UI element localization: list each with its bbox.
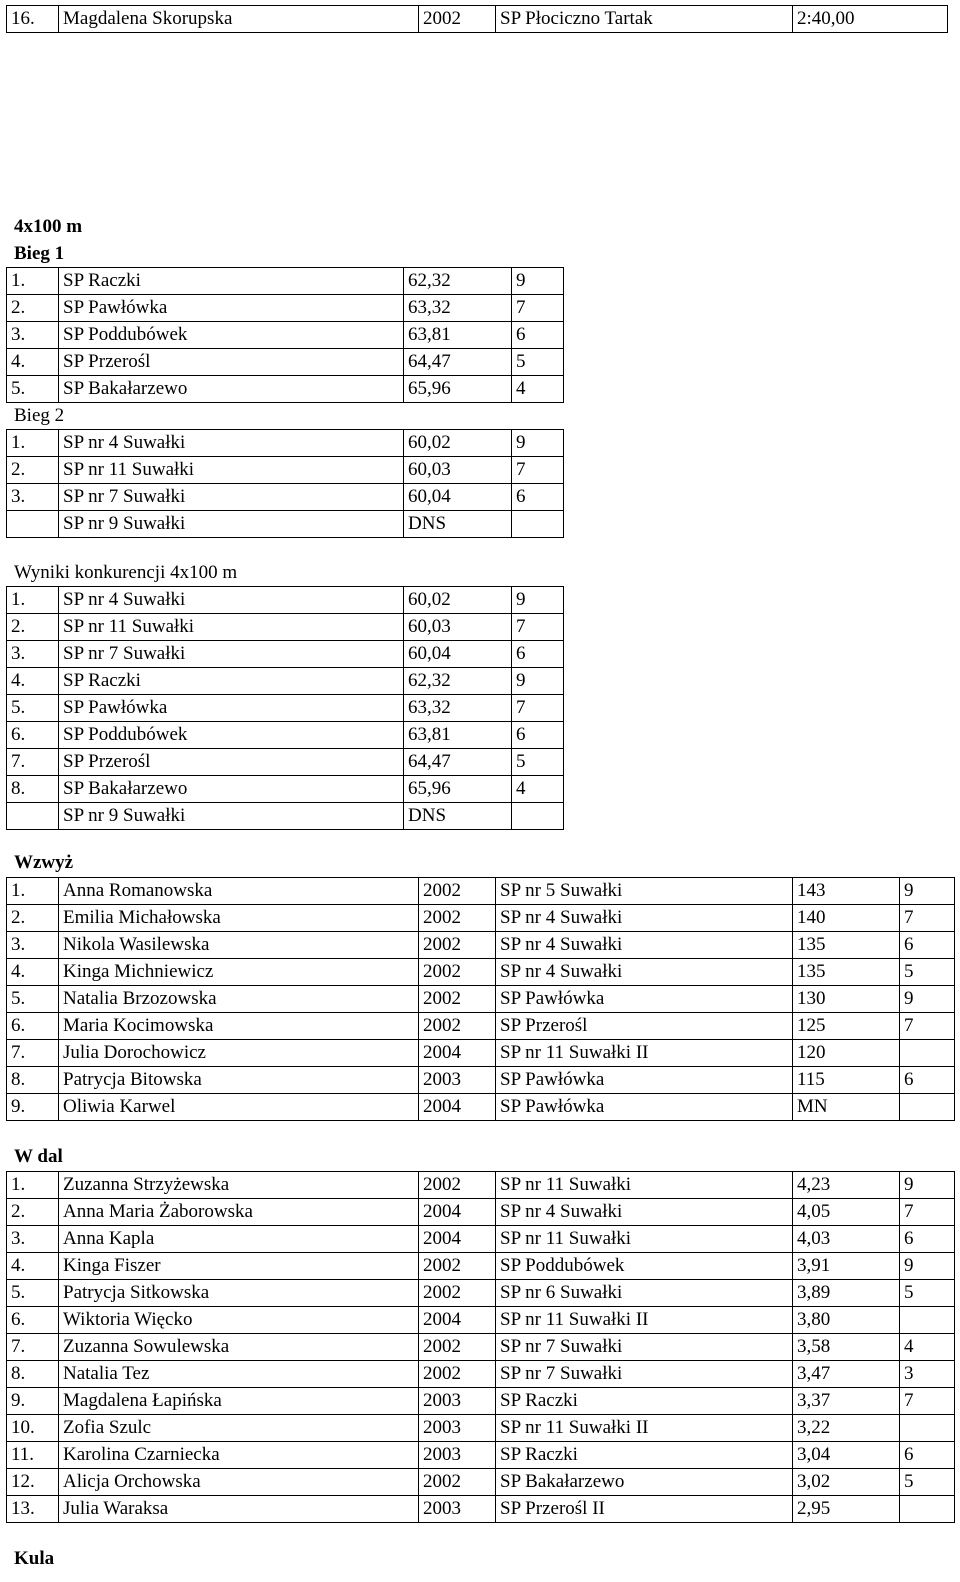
points-cell	[512, 803, 564, 830]
heat-2-label: Bieg 2	[14, 405, 65, 426]
place-cell: 3.	[7, 1226, 59, 1253]
school-cell: SP Raczki	[496, 1442, 793, 1469]
team-cell: SP nr 7 Suwałki	[59, 641, 404, 668]
table-row	[7, 1040, 955, 1067]
table-row	[7, 1334, 955, 1361]
result-cell: 3,37	[793, 1388, 900, 1415]
athlete-name-cell: Anna Romanowska	[59, 878, 419, 905]
result-cell: 2,95	[793, 1496, 900, 1523]
heat-1-label: Bieg 1	[14, 243, 65, 264]
time-cell: DNS	[404, 803, 512, 830]
place-cell: 3.	[7, 484, 59, 511]
result-cell: 3,80	[793, 1307, 900, 1334]
result-cell: 143	[793, 878, 900, 905]
long-jump-table	[6, 1171, 955, 1523]
team-cell: SP Bakałarzewo	[59, 376, 404, 403]
athlete-name-cell: Zofia Szulc	[59, 1415, 419, 1442]
table-row	[7, 349, 564, 376]
table-row	[7, 1253, 955, 1280]
school-cell: SP nr 5 Suwałki	[496, 878, 793, 905]
team-cell: SP Przerośl	[59, 749, 404, 776]
place-cell: 4.	[7, 668, 59, 695]
table-row	[7, 484, 564, 511]
result-cell: 4,03	[793, 1226, 900, 1253]
team-cell: SP nr 4 Suwałki	[59, 430, 404, 457]
points-cell: 7	[900, 905, 955, 932]
birth-year-cell: 2002	[419, 1361, 496, 1388]
points-cell: 7	[900, 1013, 955, 1040]
place-cell: 7.	[7, 1334, 59, 1361]
time-cell: 63,32	[404, 295, 512, 322]
athlete-name-cell: Zuzanna Strzyżewska	[59, 1172, 419, 1199]
athlete-name-cell: Julia Waraksa	[59, 1496, 419, 1523]
team-cell: SP Poddubówek	[59, 322, 404, 349]
birth-year-cell: 2004	[419, 1199, 496, 1226]
points-cell: 4	[900, 1334, 955, 1361]
athlete-name-cell: Magdalena Skorupska	[59, 6, 419, 33]
table-row	[7, 376, 564, 403]
table-row	[7, 905, 955, 932]
athlete-name-cell: Emilia Michałowska	[59, 905, 419, 932]
points-cell: 9	[900, 1172, 955, 1199]
table-row	[7, 1415, 955, 1442]
time-cell: 64,47	[404, 749, 512, 776]
top-results-table	[6, 5, 948, 33]
athlete-name-cell: Natalia Tez	[59, 1361, 419, 1388]
table-row	[7, 668, 564, 695]
athlete-name-cell: Anna Maria Żaborowska	[59, 1199, 419, 1226]
relay-heat-2-table	[6, 429, 564, 538]
points-cell: 7	[900, 1199, 955, 1226]
place-cell: 2.	[7, 457, 59, 484]
team-cell: SP Bakałarzewo	[59, 776, 404, 803]
points-cell: 6	[512, 484, 564, 511]
athlete-name-cell: Zuzanna Sowulewska	[59, 1334, 419, 1361]
place-cell: 8.	[7, 776, 59, 803]
team-cell: SP nr 11 Suwałki	[59, 614, 404, 641]
points-cell	[900, 1496, 955, 1523]
section-title-long-jump: W dal	[14, 1146, 63, 1167]
table-row	[7, 641, 564, 668]
team-cell: SP nr 11 Suwałki	[59, 457, 404, 484]
time-cell: 62,32	[404, 668, 512, 695]
athlete-name-cell: Wiktoria Więcko	[59, 1307, 419, 1334]
birth-year-cell: 2004	[419, 1226, 496, 1253]
team-cell: SP nr 7 Suwałki	[59, 484, 404, 511]
place-cell: 9.	[7, 1388, 59, 1415]
team-cell: SP Pawłówka	[59, 295, 404, 322]
school-cell: SP Pawłówka	[496, 1094, 793, 1121]
table-row	[7, 1496, 955, 1523]
school-cell: SP Poddubówek	[496, 1253, 793, 1280]
school-cell: SP nr 4 Suwałki	[496, 959, 793, 986]
school-cell: SP nr 4 Suwałki	[496, 932, 793, 959]
table-row	[7, 511, 564, 538]
points-cell: 9	[900, 986, 955, 1013]
birth-year-cell: 2002	[419, 878, 496, 905]
place-cell: 1.	[7, 268, 59, 295]
place-cell: 1.	[7, 878, 59, 905]
table-row	[7, 986, 955, 1013]
birth-year-cell: 2003	[419, 1415, 496, 1442]
school-cell: SP nr 4 Suwałki	[496, 1199, 793, 1226]
points-cell	[900, 1040, 955, 1067]
points-cell: 7	[512, 457, 564, 484]
time-cell: 60,04	[404, 641, 512, 668]
points-cell: 7	[512, 295, 564, 322]
table-row	[7, 430, 564, 457]
place-cell: 1.	[7, 587, 59, 614]
table-row	[7, 1094, 955, 1121]
points-cell: 4	[512, 376, 564, 403]
result-cell: 3,04	[793, 1442, 900, 1469]
school-cell: SP Przerośl II	[496, 1496, 793, 1523]
school-cell: SP Bakałarzewo	[496, 1469, 793, 1496]
result-cell: 135	[793, 959, 900, 986]
place-cell: 2.	[7, 905, 59, 932]
time-cell: 60,02	[404, 430, 512, 457]
place-cell: 7.	[7, 1040, 59, 1067]
table-row	[7, 1388, 955, 1415]
place-cell: 3.	[7, 322, 59, 349]
points-cell: 6	[512, 641, 564, 668]
team-cell: SP nr 9 Suwałki	[59, 511, 404, 538]
section-title-relay-results: Wyniki konkurencji 4x100 m	[14, 562, 238, 583]
birth-year-cell: 2004	[419, 1040, 496, 1067]
athlete-name-cell: Anna Kapla	[59, 1226, 419, 1253]
result-cell: 125	[793, 1013, 900, 1040]
athlete-name-cell: Karolina Czarniecka	[59, 1442, 419, 1469]
time-cell: DNS	[404, 511, 512, 538]
place-cell: 5.	[7, 376, 59, 403]
birth-year-cell: 2004	[419, 1094, 496, 1121]
points-cell	[900, 1415, 955, 1442]
points-cell: 9	[512, 668, 564, 695]
place-cell: 2.	[7, 295, 59, 322]
table-row	[7, 457, 564, 484]
place-cell: 3.	[7, 932, 59, 959]
team-cell: SP Poddubówek	[59, 722, 404, 749]
birth-year-cell: 2003	[419, 1442, 496, 1469]
team-cell: SP Raczki	[59, 268, 404, 295]
time-cell: 64,47	[404, 349, 512, 376]
place-cell	[7, 511, 59, 538]
table-row	[7, 1469, 955, 1496]
table-row	[7, 587, 564, 614]
points-cell	[900, 1094, 955, 1121]
result-cell: 115	[793, 1067, 900, 1094]
table-row	[7, 295, 564, 322]
birth-year-cell: 2002	[419, 1280, 496, 1307]
result-cell: 3,91	[793, 1253, 900, 1280]
result-cell: 135	[793, 932, 900, 959]
place-cell: 6.	[7, 722, 59, 749]
school-cell: SP Płociczno Tartak	[496, 6, 793, 33]
athlete-name-cell: Kinga Fiszer	[59, 1253, 419, 1280]
section-title-shot-put: Kula	[14, 1548, 55, 1569]
place-cell: 12.	[7, 1469, 59, 1496]
table-row	[7, 803, 564, 830]
school-cell: SP Raczki	[496, 1388, 793, 1415]
team-cell: SP Przerośl	[59, 349, 404, 376]
team-cell: SP nr 9 Suwałki	[59, 803, 404, 830]
place-cell: 10.	[7, 1415, 59, 1442]
points-cell: 5	[900, 1469, 955, 1496]
points-cell: 9	[900, 1253, 955, 1280]
points-cell: 5	[512, 349, 564, 376]
table-row	[7, 878, 955, 905]
place-cell: 8.	[7, 1067, 59, 1094]
athlete-name-cell: Oliwia Karwel	[59, 1094, 419, 1121]
points-cell: 5	[900, 1280, 955, 1307]
place-cell: 5.	[7, 986, 59, 1013]
place-cell: 11.	[7, 1442, 59, 1469]
time-cell: 65,96	[404, 776, 512, 803]
table-row	[7, 932, 955, 959]
birth-year-cell: 2002	[419, 1253, 496, 1280]
points-cell: 5	[900, 959, 955, 986]
birth-year-cell: 2003	[419, 1067, 496, 1094]
place-cell: 16.	[7, 6, 59, 33]
time-cell: 60,03	[404, 614, 512, 641]
table-row	[7, 695, 564, 722]
athlete-name-cell: Nikola Wasilewska	[59, 932, 419, 959]
place-cell: 5.	[7, 1280, 59, 1307]
birth-year-cell: 2002	[419, 1013, 496, 1040]
school-cell: SP nr 7 Suwałki	[496, 1361, 793, 1388]
school-cell: SP nr 11 Suwałki II	[496, 1040, 793, 1067]
table-row	[7, 1280, 955, 1307]
birth-year-cell: 2002	[419, 1172, 496, 1199]
school-cell: SP nr 11 Suwałki	[496, 1172, 793, 1199]
table-row	[7, 1226, 955, 1253]
section-title-relay: 4x100 m	[14, 216, 83, 237]
team-cell: SP Raczki	[59, 668, 404, 695]
birth-year-cell: 2002	[419, 932, 496, 959]
time-cell: 63,32	[404, 695, 512, 722]
table-row	[7, 1307, 955, 1334]
place-cell: 5.	[7, 695, 59, 722]
table-row	[7, 1013, 955, 1040]
place-cell: 2.	[7, 1199, 59, 1226]
place-cell: 9.	[7, 1094, 59, 1121]
points-cell: 6	[900, 1442, 955, 1469]
athlete-name-cell: Maria Kocimowska	[59, 1013, 419, 1040]
table-row	[7, 722, 564, 749]
points-cell: 3	[900, 1361, 955, 1388]
result-cell: 4,05	[793, 1199, 900, 1226]
table-row	[7, 1067, 955, 1094]
section-title-high-jump: Wzwyż	[14, 852, 74, 873]
table-row	[7, 268, 564, 295]
result-cell: MN	[793, 1094, 900, 1121]
relay-heat-1-table	[6, 267, 564, 403]
birth-year-cell: 2003	[419, 1496, 496, 1523]
table-row	[7, 322, 564, 349]
place-cell	[7, 803, 59, 830]
points-cell: 7	[512, 695, 564, 722]
result-cell: 3,47	[793, 1361, 900, 1388]
points-cell: 7	[900, 1388, 955, 1415]
school-cell: SP nr 11 Suwałki	[496, 1226, 793, 1253]
school-cell: SP nr 4 Suwałki	[496, 905, 793, 932]
points-cell: 6	[512, 322, 564, 349]
time-cell: 65,96	[404, 376, 512, 403]
points-cell: 7	[512, 614, 564, 641]
place-cell: 4.	[7, 1253, 59, 1280]
result-cell: 140	[793, 905, 900, 932]
relay-results-table	[6, 586, 564, 830]
points-cell: 9	[512, 430, 564, 457]
place-cell: 7.	[7, 749, 59, 776]
birth-year-cell: 2003	[419, 1388, 496, 1415]
birth-year-cell: 2002	[419, 6, 496, 33]
points-cell: 9	[512, 587, 564, 614]
points-cell: 6	[900, 932, 955, 959]
birth-year-cell: 2002	[419, 1469, 496, 1496]
place-cell: 1.	[7, 1172, 59, 1199]
team-cell: SP Pawłówka	[59, 695, 404, 722]
table-row	[7, 1361, 955, 1388]
birth-year-cell: 2002	[419, 1334, 496, 1361]
points-cell: 6	[512, 722, 564, 749]
table-row	[7, 1199, 955, 1226]
result-cell: 4,23	[793, 1172, 900, 1199]
table-row	[7, 776, 564, 803]
athlete-name-cell: Magdalena Łapińska	[59, 1388, 419, 1415]
birth-year-cell: 2002	[419, 905, 496, 932]
result-cell: 2:40,00	[793, 6, 948, 33]
time-cell: 62,32	[404, 268, 512, 295]
place-cell: 4.	[7, 959, 59, 986]
place-cell: 2.	[7, 614, 59, 641]
table-row	[7, 749, 564, 776]
result-cell: 3,89	[793, 1280, 900, 1307]
school-cell: SP nr 11 Suwałki II	[496, 1307, 793, 1334]
time-cell: 60,02	[404, 587, 512, 614]
points-cell: 6	[900, 1226, 955, 1253]
birth-year-cell: 2004	[419, 1307, 496, 1334]
table-row	[7, 1442, 955, 1469]
team-cell: SP nr 4 Suwałki	[59, 587, 404, 614]
points-cell: 4	[512, 776, 564, 803]
athlete-name-cell: Patrycja Sitkowska	[59, 1280, 419, 1307]
school-cell: SP nr 6 Suwałki	[496, 1280, 793, 1307]
school-cell: SP nr 7 Suwałki	[496, 1334, 793, 1361]
school-cell: SP nr 11 Suwałki II	[496, 1415, 793, 1442]
place-cell: 6.	[7, 1013, 59, 1040]
high-jump-table	[6, 877, 955, 1121]
school-cell: SP Pawłówka	[496, 1067, 793, 1094]
birth-year-cell: 2002	[419, 959, 496, 986]
table-row	[7, 614, 564, 641]
birth-year-cell: 2002	[419, 986, 496, 1013]
table-row	[7, 959, 955, 986]
athlete-name-cell: Julia Dorochowicz	[59, 1040, 419, 1067]
athlete-name-cell: Natalia Brzozowska	[59, 986, 419, 1013]
table-row	[7, 6, 948, 33]
athlete-name-cell: Patrycja Bitowska	[59, 1067, 419, 1094]
school-cell: SP Przerośl	[496, 1013, 793, 1040]
time-cell: 63,81	[404, 322, 512, 349]
result-cell: 130	[793, 986, 900, 1013]
athlete-name-cell: Alicja Orchowska	[59, 1469, 419, 1496]
athlete-name-cell: Kinga Michniewicz	[59, 959, 419, 986]
place-cell: 8.	[7, 1361, 59, 1388]
result-cell: 3,02	[793, 1469, 900, 1496]
place-cell: 13.	[7, 1496, 59, 1523]
points-cell: 5	[512, 749, 564, 776]
points-cell: 6	[900, 1067, 955, 1094]
result-cell: 3,58	[793, 1334, 900, 1361]
result-cell: 3,22	[793, 1415, 900, 1442]
result-cell: 120	[793, 1040, 900, 1067]
time-cell: 60,04	[404, 484, 512, 511]
points-cell: 9	[512, 268, 564, 295]
school-cell: SP Pawłówka	[496, 986, 793, 1013]
time-cell: 63,81	[404, 722, 512, 749]
place-cell: 3.	[7, 641, 59, 668]
points-cell	[900, 1307, 955, 1334]
place-cell: 4.	[7, 349, 59, 376]
place-cell: 1.	[7, 430, 59, 457]
points-cell	[512, 511, 564, 538]
place-cell: 6.	[7, 1307, 59, 1334]
table-row	[7, 1172, 955, 1199]
time-cell: 60,03	[404, 457, 512, 484]
points-cell: 9	[900, 878, 955, 905]
